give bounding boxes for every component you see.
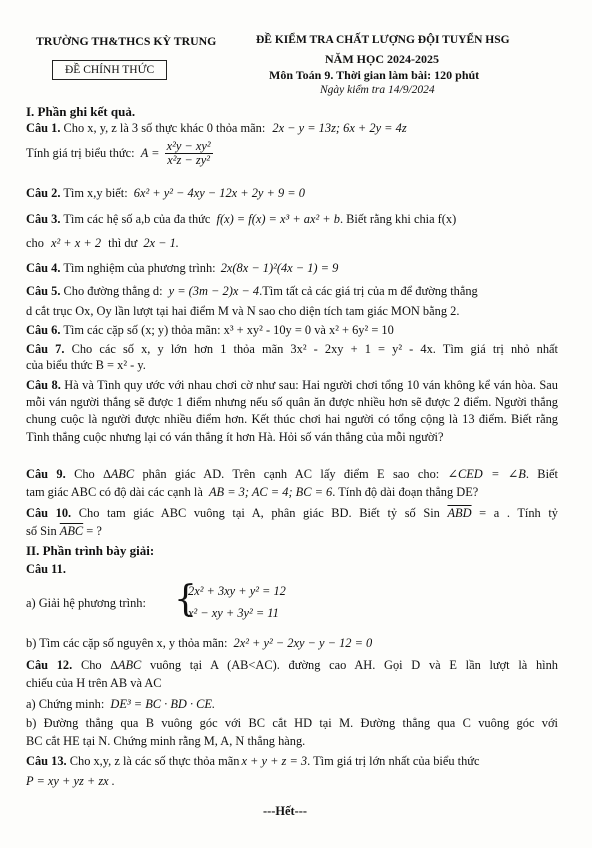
q1-denominator: x²z − zy²: [167, 153, 210, 168]
q6-label: Câu 6.: [26, 323, 61, 337]
q2-label: Câu 2.: [26, 186, 61, 200]
q12-a-equation: DE³ = BC · BD · CE.: [110, 697, 216, 711]
system-brace: {: [174, 579, 197, 620]
question-9: [26, 466, 558, 482]
q10-text-b: = a . Tính tỷ: [479, 506, 558, 520]
q5-text-b: .Tìm tất cả các giá trị của m để đường thẳng: [259, 284, 478, 298]
question-6: [26, 323, 394, 338]
q3-label: Câu 3.: [26, 212, 61, 226]
exam-date: Ngày kiểm tra 14/9/2024: [320, 84, 435, 96]
q9-line2-b: . Tính độ dài đoạn thẳng DE?: [332, 485, 479, 499]
q3-divisor: x² + x + 2: [51, 236, 102, 250]
q2-equation: 6x² + y² − 4xy − 12x + 2y + 9 = 0: [133, 186, 305, 200]
q13-expression: P = xy + yz + zx .: [26, 774, 115, 788]
q12-text-a: Cho: [80, 658, 102, 672]
q8-label: Câu 8.: [26, 378, 61, 392]
q12-label: Câu 12.: [26, 658, 73, 672]
exam-title: ĐỀ KIỂM TRA CHẤT LƯỢNG ĐỘI TUYỂN HSG: [256, 34, 510, 46]
q1-fraction: [165, 140, 213, 167]
school-name: TRƯỜNG TH&THCS KỲ TRUNG: [36, 34, 217, 48]
q13-label: Câu 13.: [26, 754, 67, 768]
q12-part-a: [26, 697, 215, 712]
q1-label: Câu 1.: [26, 121, 61, 135]
q4-label: Câu 4.: [26, 261, 61, 275]
question-10: [26, 506, 558, 521]
q12-part-b: [26, 716, 558, 731]
q9-text-c: . Biết: [525, 467, 558, 481]
exam-subject: Môn Toán 9. Thời gian làm bài: 120 phút: [269, 68, 480, 82]
q4-equation: 2x(8x − 1)²(4x − 1) = 9: [220, 261, 339, 275]
q2-text: Tìm x,y biết:: [63, 186, 128, 200]
q10-line2-a: số Sin: [26, 524, 57, 538]
q8-text: Hà và Tình quy ước với nhau chơi cờ như sau: Hai người chơi tổng 10 ván không kể ván hòa. Sau mỗi ván người thắng sẽ được 1 điểm nhưng nếu số quân ăn được nhiều hơn sẽ được 2 điểm. Người thắng chung cuộc là người được nhiều điểm hơn. Kết thúc chơi hai người có tổng cộng là 13 điểm. Biết rằng Tình thắng cuộc nhưng lại có ván thắng ít hơn Hà. Hỏi số ván thắng của mỗi người?: [26, 378, 558, 444]
exam-year: NĂM HỌC 2024-2025: [325, 52, 439, 66]
q11-system-eq1: 2x² + 3xy + y² = 12: [188, 584, 286, 598]
q11-b-equation: 2x² + y² − 2xy − y − 12 = 0: [233, 636, 373, 650]
q11-part-b: [26, 636, 372, 651]
end-marker: ---Hết---: [263, 804, 308, 818]
q3-remainder: 2x − 1.: [143, 236, 179, 250]
q9-label: Câu 9.: [26, 467, 66, 481]
q7-label: Câu 7.: [26, 342, 65, 356]
q5-line-equation: y = (3m − 2)x − 4: [168, 284, 260, 298]
q10-label: Câu 10.: [26, 506, 72, 520]
question-8: [26, 377, 558, 446]
q3-line2a: cho: [26, 236, 44, 250]
question-3: [26, 212, 456, 227]
q1-condition: 2x − y = 13z; 6x + 2y = 4z: [272, 121, 407, 135]
q11-a-text: a) Giải hệ phương trình:: [26, 596, 146, 610]
q7-line1: Cho các số x, y lớn hơn 1 thỏa mãn 3x² - 2xy + 1 = y² - 4x. Tìm giá trị nhỏ nhất: [71, 342, 558, 356]
q1-text: Cho x, y, z là 3 số thực khác 0 thỏa mãn:: [63, 121, 266, 135]
q1-expr-lhs: A =: [140, 146, 160, 161]
q12-triangle: ∆ABC: [110, 658, 142, 672]
q12-b-line1: b) Đường thẳng qua B vuông góc với BC cắt HD tại M. Đường thẳng qua C vuông góc với: [26, 716, 558, 730]
q10-angle-abc: $\overline{ABC}$: [59, 524, 84, 538]
q9-text-b: phân giác AD. Trên cạnh AC lấy điểm E sao cho:: [142, 467, 440, 481]
q3-line2b: thì dư: [108, 236, 138, 250]
q12-part-b-line2: BC cắt HE tại N. Chứng minh rằng M, A, N thẳng hàng.: [26, 734, 306, 748]
official-stamp: ĐỀ CHÍNH THỨC: [52, 60, 167, 80]
question-1-expression: [26, 140, 213, 167]
part1-title: I. Phần ghi kết quả.: [26, 104, 136, 119]
q3-text: Tìm các hệ số a,b của đa thức: [63, 212, 211, 226]
q13-text-a: Cho x,y, z là các số thực thỏa mãn: [69, 754, 240, 768]
q9-sides: AB = 3; AC = 4; BC = 6: [208, 485, 333, 499]
q6-text: Tìm các cặp số (x; y) thỏa mãn: x³ + xy² - 10y = 0 và x² + 6y² = 10: [63, 323, 394, 337]
question-9-line2: [26, 485, 478, 500]
question-3-line2: [26, 236, 179, 251]
q11-b-text: b) Tìm các cặp số nguyên x, y thỏa mãn:: [26, 636, 228, 650]
question-7: [26, 342, 558, 357]
question-13: [26, 754, 479, 769]
q5-label: Câu 5.: [26, 284, 61, 298]
q13-text-b: . Tìm giá trị lớn nhất của biểu thức: [307, 754, 480, 768]
question-12: [26, 658, 558, 673]
q5-text-a: Cho đường thẳng d:: [63, 284, 163, 298]
question-5: [26, 284, 478, 299]
question-10-line2: [26, 524, 102, 539]
q12-text-b: vuông tại A (AB<AC). đường cao AH. Gọi D và E lần lượt là hình: [150, 658, 559, 672]
q3-polynomial: f(x) = f(x) = x³ + ax² + b: [216, 212, 340, 226]
q11-system-eq2: x² − xy + 3y² = 11: [188, 606, 279, 620]
q9-text-a: Cho: [74, 467, 95, 481]
q10-text-a: Cho tam giác ABC vuông tại A, phân giác BD. Biết tỷ số Sin: [78, 506, 440, 520]
q12-line2: chiếu của H trên AB và AC: [26, 676, 162, 690]
q9-triangle: ∆ABC: [103, 467, 135, 481]
q3-text2: . Biết rằng khi chia f(x): [339, 212, 457, 226]
q13-condition: x + y + z = 3: [241, 754, 308, 768]
q9-angle: ∠CED = ∠B: [447, 467, 526, 481]
question-1: [26, 121, 407, 136]
question-7-line2: của biểu thức B = x² - y.: [26, 358, 146, 372]
q1-text2: Tính giá trị biểu thức:: [26, 146, 135, 161]
q10-angle-abd: $\overline{ABD}$: [447, 506, 472, 520]
q10-line2-b: = ?: [86, 524, 102, 538]
q12-a-text: a) Chứng minh:: [26, 697, 105, 711]
q9-line2-a: tam giác ABC có độ dài các cạnh là: [26, 485, 203, 499]
q11-label: Câu 11.: [26, 562, 66, 576]
question-4: [26, 261, 338, 276]
q1-numerator: x²y − xy²: [166, 139, 211, 153]
q4-text: Tìm nghiệm của phương trình:: [63, 261, 216, 275]
question-2: [26, 186, 305, 201]
question-5-line2: d cắt trục Ox, Oy lần lượt tại hai điểm M và N sao cho diện tích tam giác MON bằng 2.: [26, 304, 460, 318]
part2-title: II. Phần trình bày giải:: [26, 543, 155, 558]
